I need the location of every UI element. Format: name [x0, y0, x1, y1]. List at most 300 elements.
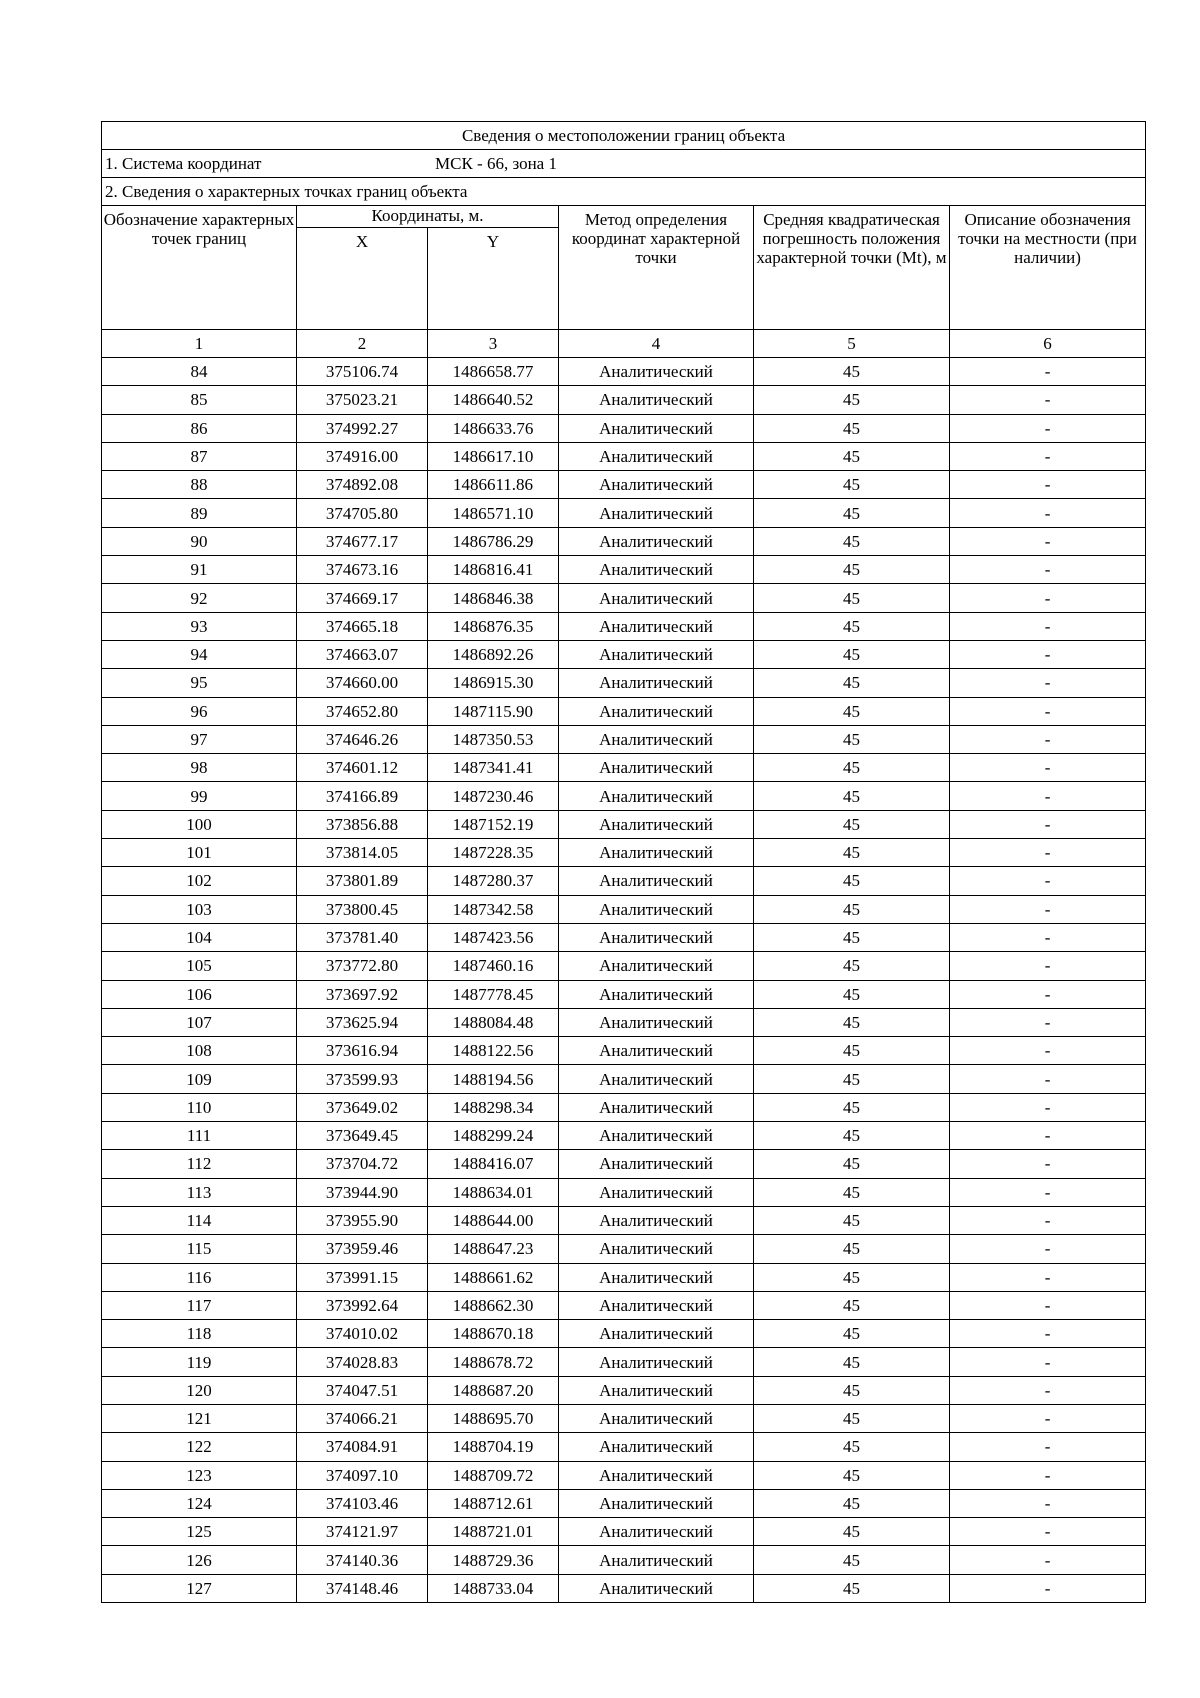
description-cell: -: [950, 1574, 1146, 1602]
x-coord-cell: 374140.36: [297, 1546, 428, 1574]
method-cell: Аналитический: [559, 895, 754, 923]
description-cell: -: [950, 556, 1146, 584]
table-title: Сведения о местоположении границ объекта: [102, 122, 1146, 150]
table-row: [102, 839, 1146, 867]
point-id-cell: 116: [102, 1263, 297, 1291]
description-cell: -: [950, 839, 1146, 867]
table-row: [102, 1008, 1146, 1036]
column-number: 4: [559, 330, 754, 358]
y-coord-cell: 1487230.46: [428, 782, 559, 810]
table-row: [102, 1291, 1146, 1319]
error-cell: 45: [754, 697, 950, 725]
description-cell: -: [950, 725, 1146, 753]
table-row: [102, 1206, 1146, 1234]
y-coord-cell: 1486640.52: [428, 386, 559, 414]
x-coord-cell: 374047.51: [297, 1376, 428, 1404]
table-row: [102, 556, 1146, 584]
point-id-cell: 119: [102, 1348, 297, 1376]
error-cell: 45: [754, 1008, 950, 1036]
y-coord-cell: 1488122.56: [428, 1037, 559, 1065]
x-coord-cell: 374121.97: [297, 1518, 428, 1546]
error-cell: 45: [754, 386, 950, 414]
method-cell: Аналитический: [559, 669, 754, 697]
method-cell: Аналитический: [559, 1376, 754, 1404]
point-id-cell: 126: [102, 1546, 297, 1574]
x-coord-cell: 374097.10: [297, 1461, 428, 1489]
method-cell: Аналитический: [559, 782, 754, 810]
y-coord-cell: 1487350.53: [428, 725, 559, 753]
description-cell: -: [950, 1546, 1146, 1574]
point-id-cell: 105: [102, 952, 297, 980]
x-coord-cell: 373959.46: [297, 1235, 428, 1263]
y-coord-cell: 1486658.77: [428, 358, 559, 386]
y-coord-cell: 1486611.86: [428, 471, 559, 499]
table-row: [102, 810, 1146, 838]
error-cell: 45: [754, 725, 950, 753]
point-id-cell: 85: [102, 386, 297, 414]
description-cell: -: [950, 1178, 1146, 1206]
x-coord-cell: 374705.80: [297, 499, 428, 527]
y-header: Y: [428, 228, 559, 330]
method-cell: Аналитический: [559, 584, 754, 612]
y-coord-cell: 1487280.37: [428, 867, 559, 895]
error-cell: 45: [754, 1404, 950, 1432]
method-cell: Аналитический: [559, 1150, 754, 1178]
table-row: [102, 725, 1146, 753]
description-cell: -: [950, 1235, 1146, 1263]
method-cell: Аналитический: [559, 980, 754, 1008]
method-cell: Аналитический: [559, 1461, 754, 1489]
description-cell: -: [950, 471, 1146, 499]
table-row: [102, 1574, 1146, 1602]
point-id-cell: 122: [102, 1433, 297, 1461]
method-cell: Аналитический: [559, 527, 754, 555]
table-row: [102, 1489, 1146, 1517]
y-coord-cell: 1488721.01: [428, 1518, 559, 1546]
point-id-cell: 100: [102, 810, 297, 838]
x-coord-cell: 373800.45: [297, 895, 428, 923]
y-coord-cell: 1486846.38: [428, 584, 559, 612]
y-coord-cell: 1488299.24: [428, 1122, 559, 1150]
x-coord-cell: 374652.80: [297, 697, 428, 725]
point-id-cell: 121: [102, 1404, 297, 1432]
description-cell: -: [950, 754, 1146, 782]
method-cell: Аналитический: [559, 923, 754, 951]
coord-system-cell: [102, 150, 1146, 178]
point-id-cell: 89: [102, 499, 297, 527]
method-cell: Аналитический: [559, 952, 754, 980]
x-coord-cell: 373944.90: [297, 1178, 428, 1206]
method-cell: Аналитический: [559, 1008, 754, 1036]
method-cell: Аналитический: [559, 414, 754, 442]
point-id-cell: 112: [102, 1150, 297, 1178]
method-cell: Аналитический: [559, 556, 754, 584]
description-cell: -: [950, 1320, 1146, 1348]
point-id-cell: 114: [102, 1206, 297, 1234]
error-cell: 45: [754, 1122, 950, 1150]
method-cell: Аналитический: [559, 1433, 754, 1461]
col6-header: Описание обозначения точки на местности (при наличии): [950, 206, 1146, 330]
x-coord-cell: 373991.15: [297, 1263, 428, 1291]
y-coord-cell: 1486816.41: [428, 556, 559, 584]
x-coord-cell: 374103.46: [297, 1489, 428, 1517]
y-coord-cell: 1488709.72: [428, 1461, 559, 1489]
point-id-cell: 91: [102, 556, 297, 584]
section2-heading: 2. Сведения о характерных точках границ объекта: [102, 178, 1146, 206]
x-coord-cell: 373704.72: [297, 1150, 428, 1178]
method-cell: Аналитический: [559, 1518, 754, 1546]
error-cell: 45: [754, 867, 950, 895]
method-cell: Аналитический: [559, 1206, 754, 1234]
table-row: [102, 358, 1146, 386]
error-cell: 45: [754, 839, 950, 867]
table-row: [102, 640, 1146, 668]
error-cell: 45: [754, 923, 950, 951]
x-coord-cell: 374673.16: [297, 556, 428, 584]
table-row: [102, 414, 1146, 442]
description-cell: -: [950, 697, 1146, 725]
method-cell: Аналитический: [559, 867, 754, 895]
table-row: [102, 754, 1146, 782]
error-cell: 45: [754, 1376, 950, 1404]
x-coord-cell: 374660.00: [297, 669, 428, 697]
description-cell: -: [950, 499, 1146, 527]
description-cell: -: [950, 1489, 1146, 1517]
table-row: [102, 1320, 1146, 1348]
method-cell: Аналитический: [559, 612, 754, 640]
point-id-cell: 117: [102, 1291, 297, 1319]
description-cell: -: [950, 442, 1146, 470]
error-cell: 45: [754, 1461, 950, 1489]
error-cell: 45: [754, 556, 950, 584]
point-id-cell: 107: [102, 1008, 297, 1036]
method-cell: Аналитический: [559, 386, 754, 414]
description-cell: -: [950, 782, 1146, 810]
x-coord-cell: 375023.21: [297, 386, 428, 414]
description-cell: -: [950, 923, 1146, 951]
error-cell: 45: [754, 810, 950, 838]
error-cell: 45: [754, 499, 950, 527]
error-cell: 45: [754, 1150, 950, 1178]
description-cell: -: [950, 1122, 1146, 1150]
y-coord-cell: 1488662.30: [428, 1291, 559, 1319]
description-cell: -: [950, 669, 1146, 697]
method-cell: Аналитический: [559, 1489, 754, 1517]
table-row: [102, 1404, 1146, 1432]
error-cell: 45: [754, 980, 950, 1008]
y-coord-cell: 1488704.19: [428, 1433, 559, 1461]
table-row: [102, 1122, 1146, 1150]
table-row: [102, 980, 1146, 1008]
error-cell: 45: [754, 1206, 950, 1234]
error-cell: 45: [754, 1348, 950, 1376]
x-coord-cell: 374665.18: [297, 612, 428, 640]
table-row: [102, 471, 1146, 499]
error-cell: 45: [754, 895, 950, 923]
method-cell: Аналитический: [559, 1404, 754, 1432]
point-id-cell: 86: [102, 414, 297, 442]
method-cell: Аналитический: [559, 1263, 754, 1291]
x-coord-cell: 373649.45: [297, 1122, 428, 1150]
description-cell: -: [950, 1263, 1146, 1291]
point-id-cell: 124: [102, 1489, 297, 1517]
description-cell: -: [950, 584, 1146, 612]
boundary-points-table: [101, 121, 1146, 1603]
y-coord-cell: 1488647.23: [428, 1235, 559, 1263]
method-cell: Аналитический: [559, 640, 754, 668]
x-coord-cell: 375106.74: [297, 358, 428, 386]
method-cell: Аналитический: [559, 1122, 754, 1150]
y-coord-cell: 1488729.36: [428, 1546, 559, 1574]
point-id-cell: 101: [102, 839, 297, 867]
error-cell: 45: [754, 1037, 950, 1065]
error-cell: 45: [754, 1178, 950, 1206]
y-coord-cell: 1488695.70: [428, 1404, 559, 1432]
description-cell: -: [950, 1376, 1146, 1404]
y-coord-cell: 1488661.62: [428, 1263, 559, 1291]
error-cell: 45: [754, 669, 950, 697]
y-coord-cell: 1487228.35: [428, 839, 559, 867]
x-coord-cell: 374066.21: [297, 1404, 428, 1432]
table-row: [102, 669, 1146, 697]
error-cell: 45: [754, 527, 950, 555]
error-cell: 45: [754, 358, 950, 386]
table-row: [102, 499, 1146, 527]
table-row: [102, 782, 1146, 810]
error-cell: 45: [754, 471, 950, 499]
table-row: [102, 1376, 1146, 1404]
x-coord-cell: 373814.05: [297, 839, 428, 867]
error-cell: 45: [754, 1574, 950, 1602]
coords-header: Координаты, м.: [297, 206, 559, 228]
column-number: 1: [102, 330, 297, 358]
table-row: [102, 612, 1146, 640]
section2-row: [102, 178, 1146, 206]
table-row: [102, 1178, 1146, 1206]
x-coord-cell: 374601.12: [297, 754, 428, 782]
point-id-cell: 88: [102, 471, 297, 499]
document: [101, 121, 1145, 1603]
y-coord-cell: 1486617.10: [428, 442, 559, 470]
x-coord-cell: 373856.88: [297, 810, 428, 838]
error-cell: 45: [754, 1489, 950, 1517]
y-coord-cell: 1487341.41: [428, 754, 559, 782]
error-cell: 45: [754, 1433, 950, 1461]
point-id-cell: 127: [102, 1574, 297, 1602]
table-row: [102, 584, 1146, 612]
y-coord-cell: 1488084.48: [428, 1008, 559, 1036]
point-id-cell: 96: [102, 697, 297, 725]
description-cell: -: [950, 358, 1146, 386]
error-cell: 45: [754, 1518, 950, 1546]
error-cell: 45: [754, 584, 950, 612]
description-cell: -: [950, 414, 1146, 442]
method-cell: Аналитический: [559, 725, 754, 753]
x-coord-cell: 374663.07: [297, 640, 428, 668]
table-row: [102, 1037, 1146, 1065]
point-id-cell: 120: [102, 1376, 297, 1404]
method-cell: Аналитический: [559, 1178, 754, 1206]
table-row: [102, 1433, 1146, 1461]
y-coord-cell: 1488194.56: [428, 1065, 559, 1093]
error-cell: 45: [754, 754, 950, 782]
point-id-cell: 111: [102, 1122, 297, 1150]
x-coord-cell: 373772.80: [297, 952, 428, 980]
table-row: [102, 1263, 1146, 1291]
point-id-cell: 115: [102, 1235, 297, 1263]
coord-system-label: 1. Система координат: [105, 154, 262, 173]
y-coord-cell: 1487778.45: [428, 980, 559, 1008]
method-cell: Аналитический: [559, 1291, 754, 1319]
method-cell: Аналитический: [559, 810, 754, 838]
table-row: [102, 1065, 1146, 1093]
x-coord-cell: 373599.93: [297, 1065, 428, 1093]
table-row: [102, 697, 1146, 725]
column-number: 6: [950, 330, 1146, 358]
description-cell: -: [950, 980, 1146, 1008]
y-coord-cell: 1486786.29: [428, 527, 559, 555]
description-cell: -: [950, 952, 1146, 980]
y-coord-cell: 1488733.04: [428, 1574, 559, 1602]
x-coord-cell: 374084.91: [297, 1433, 428, 1461]
error-cell: 45: [754, 1291, 950, 1319]
method-cell: Аналитический: [559, 442, 754, 470]
point-id-cell: 118: [102, 1320, 297, 1348]
column-number: 2: [297, 330, 428, 358]
y-coord-cell: 1487423.56: [428, 923, 559, 951]
point-id-cell: 93: [102, 612, 297, 640]
y-coord-cell: 1488678.72: [428, 1348, 559, 1376]
x-coord-cell: 374646.26: [297, 725, 428, 753]
error-cell: 45: [754, 952, 950, 980]
x-coord-cell: 373625.94: [297, 1008, 428, 1036]
x-coord-cell: 373801.89: [297, 867, 428, 895]
method-cell: Аналитический: [559, 471, 754, 499]
table-row: [102, 1235, 1146, 1263]
table-row: [102, 1150, 1146, 1178]
y-coord-cell: 1488670.18: [428, 1320, 559, 1348]
error-cell: 45: [754, 1263, 950, 1291]
description-cell: -: [950, 1461, 1146, 1489]
table-row: [102, 923, 1146, 951]
table-row: [102, 895, 1146, 923]
y-coord-cell: 1487460.16: [428, 952, 559, 980]
y-coord-cell: 1486915.30: [428, 669, 559, 697]
y-coord-cell: 1488644.00: [428, 1206, 559, 1234]
y-coord-cell: 1488712.61: [428, 1489, 559, 1517]
table-row: [102, 1461, 1146, 1489]
point-id-cell: 113: [102, 1178, 297, 1206]
method-cell: Аналитический: [559, 1320, 754, 1348]
description-cell: -: [950, 1348, 1146, 1376]
error-cell: 45: [754, 1320, 950, 1348]
title-row: [102, 122, 1146, 150]
description-cell: -: [950, 1037, 1146, 1065]
point-id-cell: 125: [102, 1518, 297, 1546]
x-coord-cell: 374166.89: [297, 782, 428, 810]
error-cell: 45: [754, 1093, 950, 1121]
description-cell: -: [950, 867, 1146, 895]
point-id-cell: 84: [102, 358, 297, 386]
point-id-cell: 123: [102, 1461, 297, 1489]
point-id-cell: 110: [102, 1093, 297, 1121]
column-number: 3: [428, 330, 559, 358]
table-row: [102, 386, 1146, 414]
method-cell: Аналитический: [559, 1037, 754, 1065]
point-id-cell: 92: [102, 584, 297, 612]
point-id-cell: 106: [102, 980, 297, 1008]
method-cell: Аналитический: [559, 499, 754, 527]
y-coord-cell: 1487342.58: [428, 895, 559, 923]
error-cell: 45: [754, 640, 950, 668]
y-coord-cell: 1488634.01: [428, 1178, 559, 1206]
table-row: [102, 1093, 1146, 1121]
description-cell: -: [950, 640, 1146, 668]
description-cell: -: [950, 1008, 1146, 1036]
point-id-cell: 103: [102, 895, 297, 923]
y-coord-cell: 1486633.76: [428, 414, 559, 442]
y-coord-cell: 1487152.19: [428, 810, 559, 838]
description-cell: -: [950, 810, 1146, 838]
x-header: X: [297, 228, 428, 330]
description-cell: -: [950, 1065, 1146, 1093]
point-id-cell: 99: [102, 782, 297, 810]
column-numbers-row: [102, 330, 1146, 358]
y-coord-cell: 1486876.35: [428, 612, 559, 640]
description-cell: -: [950, 1291, 1146, 1319]
point-id-cell: 104: [102, 923, 297, 951]
x-coord-cell: 374677.17: [297, 527, 428, 555]
point-id-cell: 102: [102, 867, 297, 895]
point-id-cell: 87: [102, 442, 297, 470]
method-cell: Аналитический: [559, 754, 754, 782]
method-cell: Аналитический: [559, 1065, 754, 1093]
col1-header: Обозначение характерных точек границ: [102, 206, 297, 330]
point-id-cell: 90: [102, 527, 297, 555]
point-id-cell: 109: [102, 1065, 297, 1093]
error-cell: 45: [754, 612, 950, 640]
description-cell: -: [950, 386, 1146, 414]
col4-header: Метод определения координат характерной точки: [559, 206, 754, 330]
x-coord-cell: 374916.00: [297, 442, 428, 470]
x-coord-cell: 373697.92: [297, 980, 428, 1008]
point-id-cell: 95: [102, 669, 297, 697]
error-cell: 45: [754, 1065, 950, 1093]
description-cell: -: [950, 1206, 1146, 1234]
description-cell: -: [950, 1093, 1146, 1121]
column-number: 5: [754, 330, 950, 358]
error-cell: 45: [754, 414, 950, 442]
y-coord-cell: 1487115.90: [428, 697, 559, 725]
method-cell: Аналитический: [559, 1348, 754, 1376]
x-coord-cell: 373616.94: [297, 1037, 428, 1065]
description-cell: -: [950, 527, 1146, 555]
method-cell: Аналитический: [559, 1093, 754, 1121]
y-coord-cell: 1488416.07: [428, 1150, 559, 1178]
method-cell: Аналитический: [559, 839, 754, 867]
point-id-cell: 94: [102, 640, 297, 668]
table-row: [102, 952, 1146, 980]
description-cell: -: [950, 895, 1146, 923]
table-row: [102, 527, 1146, 555]
error-cell: 45: [754, 1235, 950, 1263]
table-row: [102, 1518, 1146, 1546]
description-cell: -: [950, 612, 1146, 640]
point-id-cell: 97: [102, 725, 297, 753]
y-coord-cell: 1486892.26: [428, 640, 559, 668]
point-id-cell: 98: [102, 754, 297, 782]
description-cell: -: [950, 1404, 1146, 1432]
